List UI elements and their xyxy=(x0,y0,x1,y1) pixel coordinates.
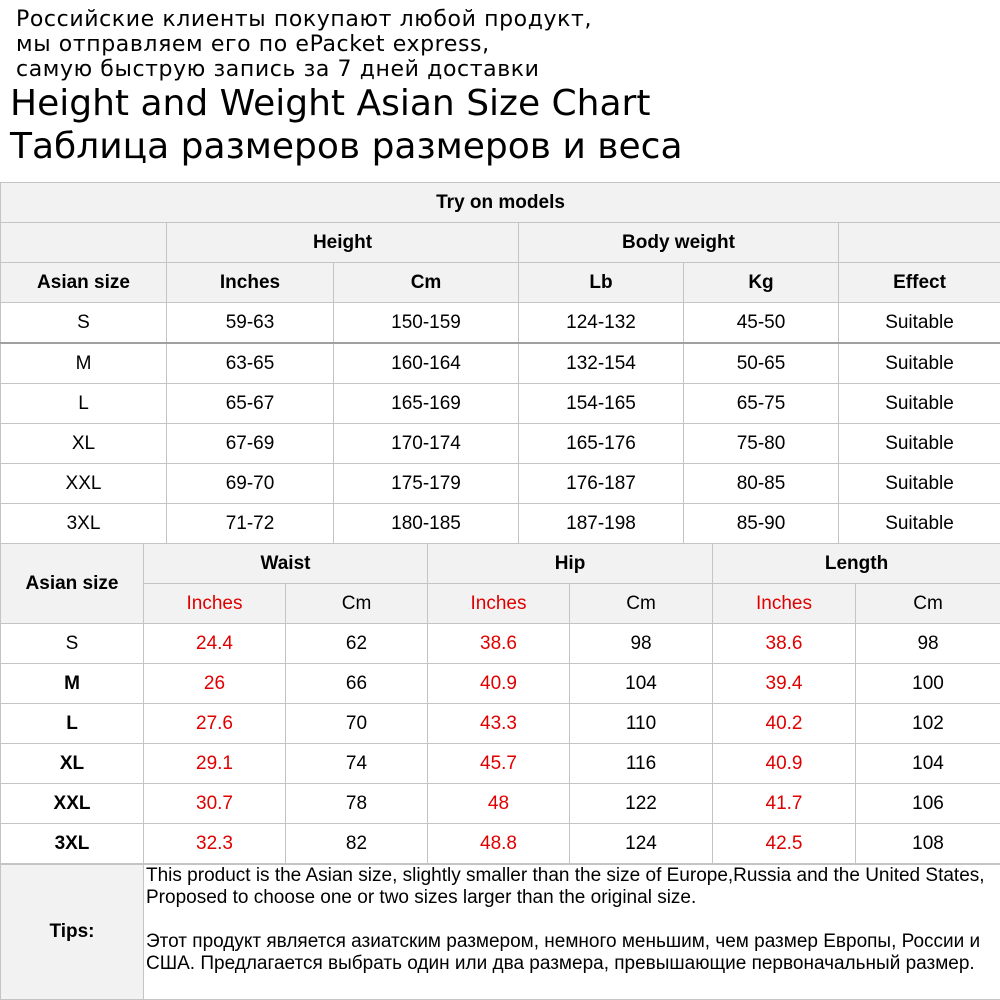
waist-inches-cell: 30.7 xyxy=(144,784,286,824)
length-cm-cell: 106 xyxy=(856,784,1000,824)
tips-text-english: This product is the Asian size, slightly smaller than the size of Europe,Russia and the United States, Proposed to choose one or two sizes larger than the original size. xyxy=(146,865,985,908)
tips-content xyxy=(144,865,1000,1000)
size-cell: S xyxy=(1,303,167,344)
waist-inches-cell: 26 xyxy=(144,664,286,704)
inches-cell: 63-65 xyxy=(167,343,334,384)
lb-cell: 132-154 xyxy=(519,343,684,384)
waist-inches-cell: 29.1 xyxy=(144,744,286,784)
cm-cell: 170-174 xyxy=(334,424,519,464)
title-english: Height and Weight Asian Size Chart xyxy=(10,83,651,124)
length-inches-cell: 40.9 xyxy=(713,744,856,784)
length-cm-cell: 102 xyxy=(856,704,1000,744)
table1-group-row xyxy=(1,223,1000,263)
hip-cm-cell: 104 xyxy=(570,664,713,704)
hip-inches-cell: 48.8 xyxy=(428,824,570,864)
table-row xyxy=(1,624,1000,664)
russian-shipping-line-3: самую быструю запись за 7 дней доставки xyxy=(16,57,540,82)
tips-row xyxy=(1,865,1000,1000)
lb-cell: 165-176 xyxy=(519,424,684,464)
group-empty-cell xyxy=(1,223,167,263)
waist-cm-header: Cm xyxy=(286,584,428,624)
effect-cell: Suitable xyxy=(839,504,1000,544)
table-row xyxy=(1,303,1000,344)
table-row xyxy=(1,343,1000,384)
length-inches-cell: 40.2 xyxy=(713,704,856,744)
try-on-models-caption: Try on models xyxy=(1,183,1000,223)
height-weight-table xyxy=(0,182,1000,544)
lb-cell: 176-187 xyxy=(519,464,684,504)
kg-cell: 75-80 xyxy=(684,424,839,464)
tips-label: Tips: xyxy=(1,865,144,1000)
hip-inches-header: Inches xyxy=(428,584,570,624)
kg-cell: 85-90 xyxy=(684,504,839,544)
hip-cm-header: Cm xyxy=(570,584,713,624)
group-empty-cell xyxy=(839,223,1000,263)
waist-inches-cell: 32.3 xyxy=(144,824,286,864)
effect-cell: Suitable xyxy=(839,384,1000,424)
length-inches-header: Inches xyxy=(713,584,856,624)
effect-cell: Suitable xyxy=(839,343,1000,384)
inches-cell: 59-63 xyxy=(167,303,334,344)
size-cell: M xyxy=(1,664,144,704)
kg-cell: 45-50 xyxy=(684,303,839,344)
size-cell: XL xyxy=(1,744,144,784)
inches-cell: 71-72 xyxy=(167,504,334,544)
cm-cell: 180-185 xyxy=(334,504,519,544)
hip-cm-cell: 98 xyxy=(570,624,713,664)
waist-cm-cell: 66 xyxy=(286,664,428,704)
table-row xyxy=(1,744,1000,784)
asian-size-header: Asian size xyxy=(1,544,144,624)
hip-inches-cell: 48 xyxy=(428,784,570,824)
hip-inches-cell: 40.9 xyxy=(428,664,570,704)
lb-cell: 187-198 xyxy=(519,504,684,544)
length-inches-cell: 39.4 xyxy=(713,664,856,704)
col-inches: Inches xyxy=(167,263,334,303)
size-cell: XXL xyxy=(1,464,167,504)
length-group-header: Length xyxy=(713,544,1000,584)
size-cell: XXL xyxy=(1,784,144,824)
height-group-header: Height xyxy=(167,223,519,263)
size-cell: L xyxy=(1,384,167,424)
size-cell: S xyxy=(1,624,144,664)
length-inches-cell: 38.6 xyxy=(713,624,856,664)
waist-cm-cell: 82 xyxy=(286,824,428,864)
waist-inches-cell: 24.4 xyxy=(144,624,286,664)
waist-cm-cell: 78 xyxy=(286,784,428,824)
tips-table xyxy=(0,864,1000,1000)
size-cell: 3XL xyxy=(1,504,167,544)
lb-cell: 124-132 xyxy=(519,303,684,344)
hip-cm-cell: 124 xyxy=(570,824,713,864)
waist-cm-cell: 70 xyxy=(286,704,428,744)
length-inches-cell: 42.5 xyxy=(713,824,856,864)
table-row xyxy=(1,384,1000,424)
col-cm: Cm xyxy=(334,263,519,303)
kg-cell: 80-85 xyxy=(684,464,839,504)
col-lb: Lb xyxy=(519,263,684,303)
table-row xyxy=(1,784,1000,824)
hip-inches-cell: 38.6 xyxy=(428,624,570,664)
table-row xyxy=(1,424,1000,464)
table-row xyxy=(1,704,1000,744)
table1-column-row xyxy=(1,263,1000,303)
body-measurements-table xyxy=(0,543,1000,864)
cm-cell: 165-169 xyxy=(334,384,519,424)
table1-caption-row xyxy=(1,183,1000,223)
length-cm-cell: 98 xyxy=(856,624,1000,664)
length-inches-cell: 41.7 xyxy=(713,784,856,824)
size-cell: M xyxy=(1,343,167,384)
size-cell: XL xyxy=(1,424,167,464)
inches-cell: 69-70 xyxy=(167,464,334,504)
cm-cell: 150-159 xyxy=(334,303,519,344)
inches-cell: 67-69 xyxy=(167,424,334,464)
col-kg: Kg xyxy=(684,263,839,303)
russian-shipping-line-1: Российские клиенты покупают любой продукт, xyxy=(16,7,593,32)
page-header xyxy=(0,0,1000,180)
waist-group-header: Waist xyxy=(144,544,428,584)
inches-cell: 65-67 xyxy=(167,384,334,424)
waist-cm-cell: 74 xyxy=(286,744,428,784)
length-cm-cell: 100 xyxy=(856,664,1000,704)
effect-cell: Suitable xyxy=(839,464,1000,504)
table2-group-row xyxy=(1,544,1000,584)
tips-text-russian: Этот продукт является азиатским размером, немного меньшим, чем размер Европы, России и США. Предлагается выбрать один или два размера, превышающие первоначальный размер. xyxy=(146,931,981,974)
length-cm-cell: 108 xyxy=(856,824,1000,864)
table-row xyxy=(1,504,1000,544)
size-cell: 3XL xyxy=(1,824,144,864)
size-cell: L xyxy=(1,704,144,744)
body-weight-group-header: Body weight xyxy=(519,223,839,263)
hip-cm-cell: 116 xyxy=(570,744,713,784)
table-row xyxy=(1,824,1000,864)
waist-cm-cell: 62 xyxy=(286,624,428,664)
cm-cell: 175-179 xyxy=(334,464,519,504)
effect-cell: Suitable xyxy=(839,303,1000,344)
table-row xyxy=(1,664,1000,704)
hip-cm-cell: 110 xyxy=(570,704,713,744)
table-row xyxy=(1,464,1000,504)
russian-shipping-line-2: мы отправляем его по ePacket express, xyxy=(16,32,490,57)
effect-cell: Suitable xyxy=(839,424,1000,464)
kg-cell: 65-75 xyxy=(684,384,839,424)
waist-inches-cell: 27.6 xyxy=(144,704,286,744)
col-effect: Effect xyxy=(839,263,1000,303)
cm-cell: 160-164 xyxy=(334,343,519,384)
kg-cell: 50-65 xyxy=(684,343,839,384)
waist-inches-header: Inches xyxy=(144,584,286,624)
lb-cell: 154-165 xyxy=(519,384,684,424)
table2-subcolumn-row xyxy=(1,584,1000,624)
title-russian: Таблица размеров размеров и веса xyxy=(10,126,683,167)
hip-cm-cell: 122 xyxy=(570,784,713,824)
hip-group-header: Hip xyxy=(428,544,713,584)
length-cm-cell: 104 xyxy=(856,744,1000,784)
hip-inches-cell: 43.3 xyxy=(428,704,570,744)
col-asian-size: Asian size xyxy=(1,263,167,303)
length-cm-header: Cm xyxy=(856,584,1000,624)
hip-inches-cell: 45.7 xyxy=(428,744,570,784)
